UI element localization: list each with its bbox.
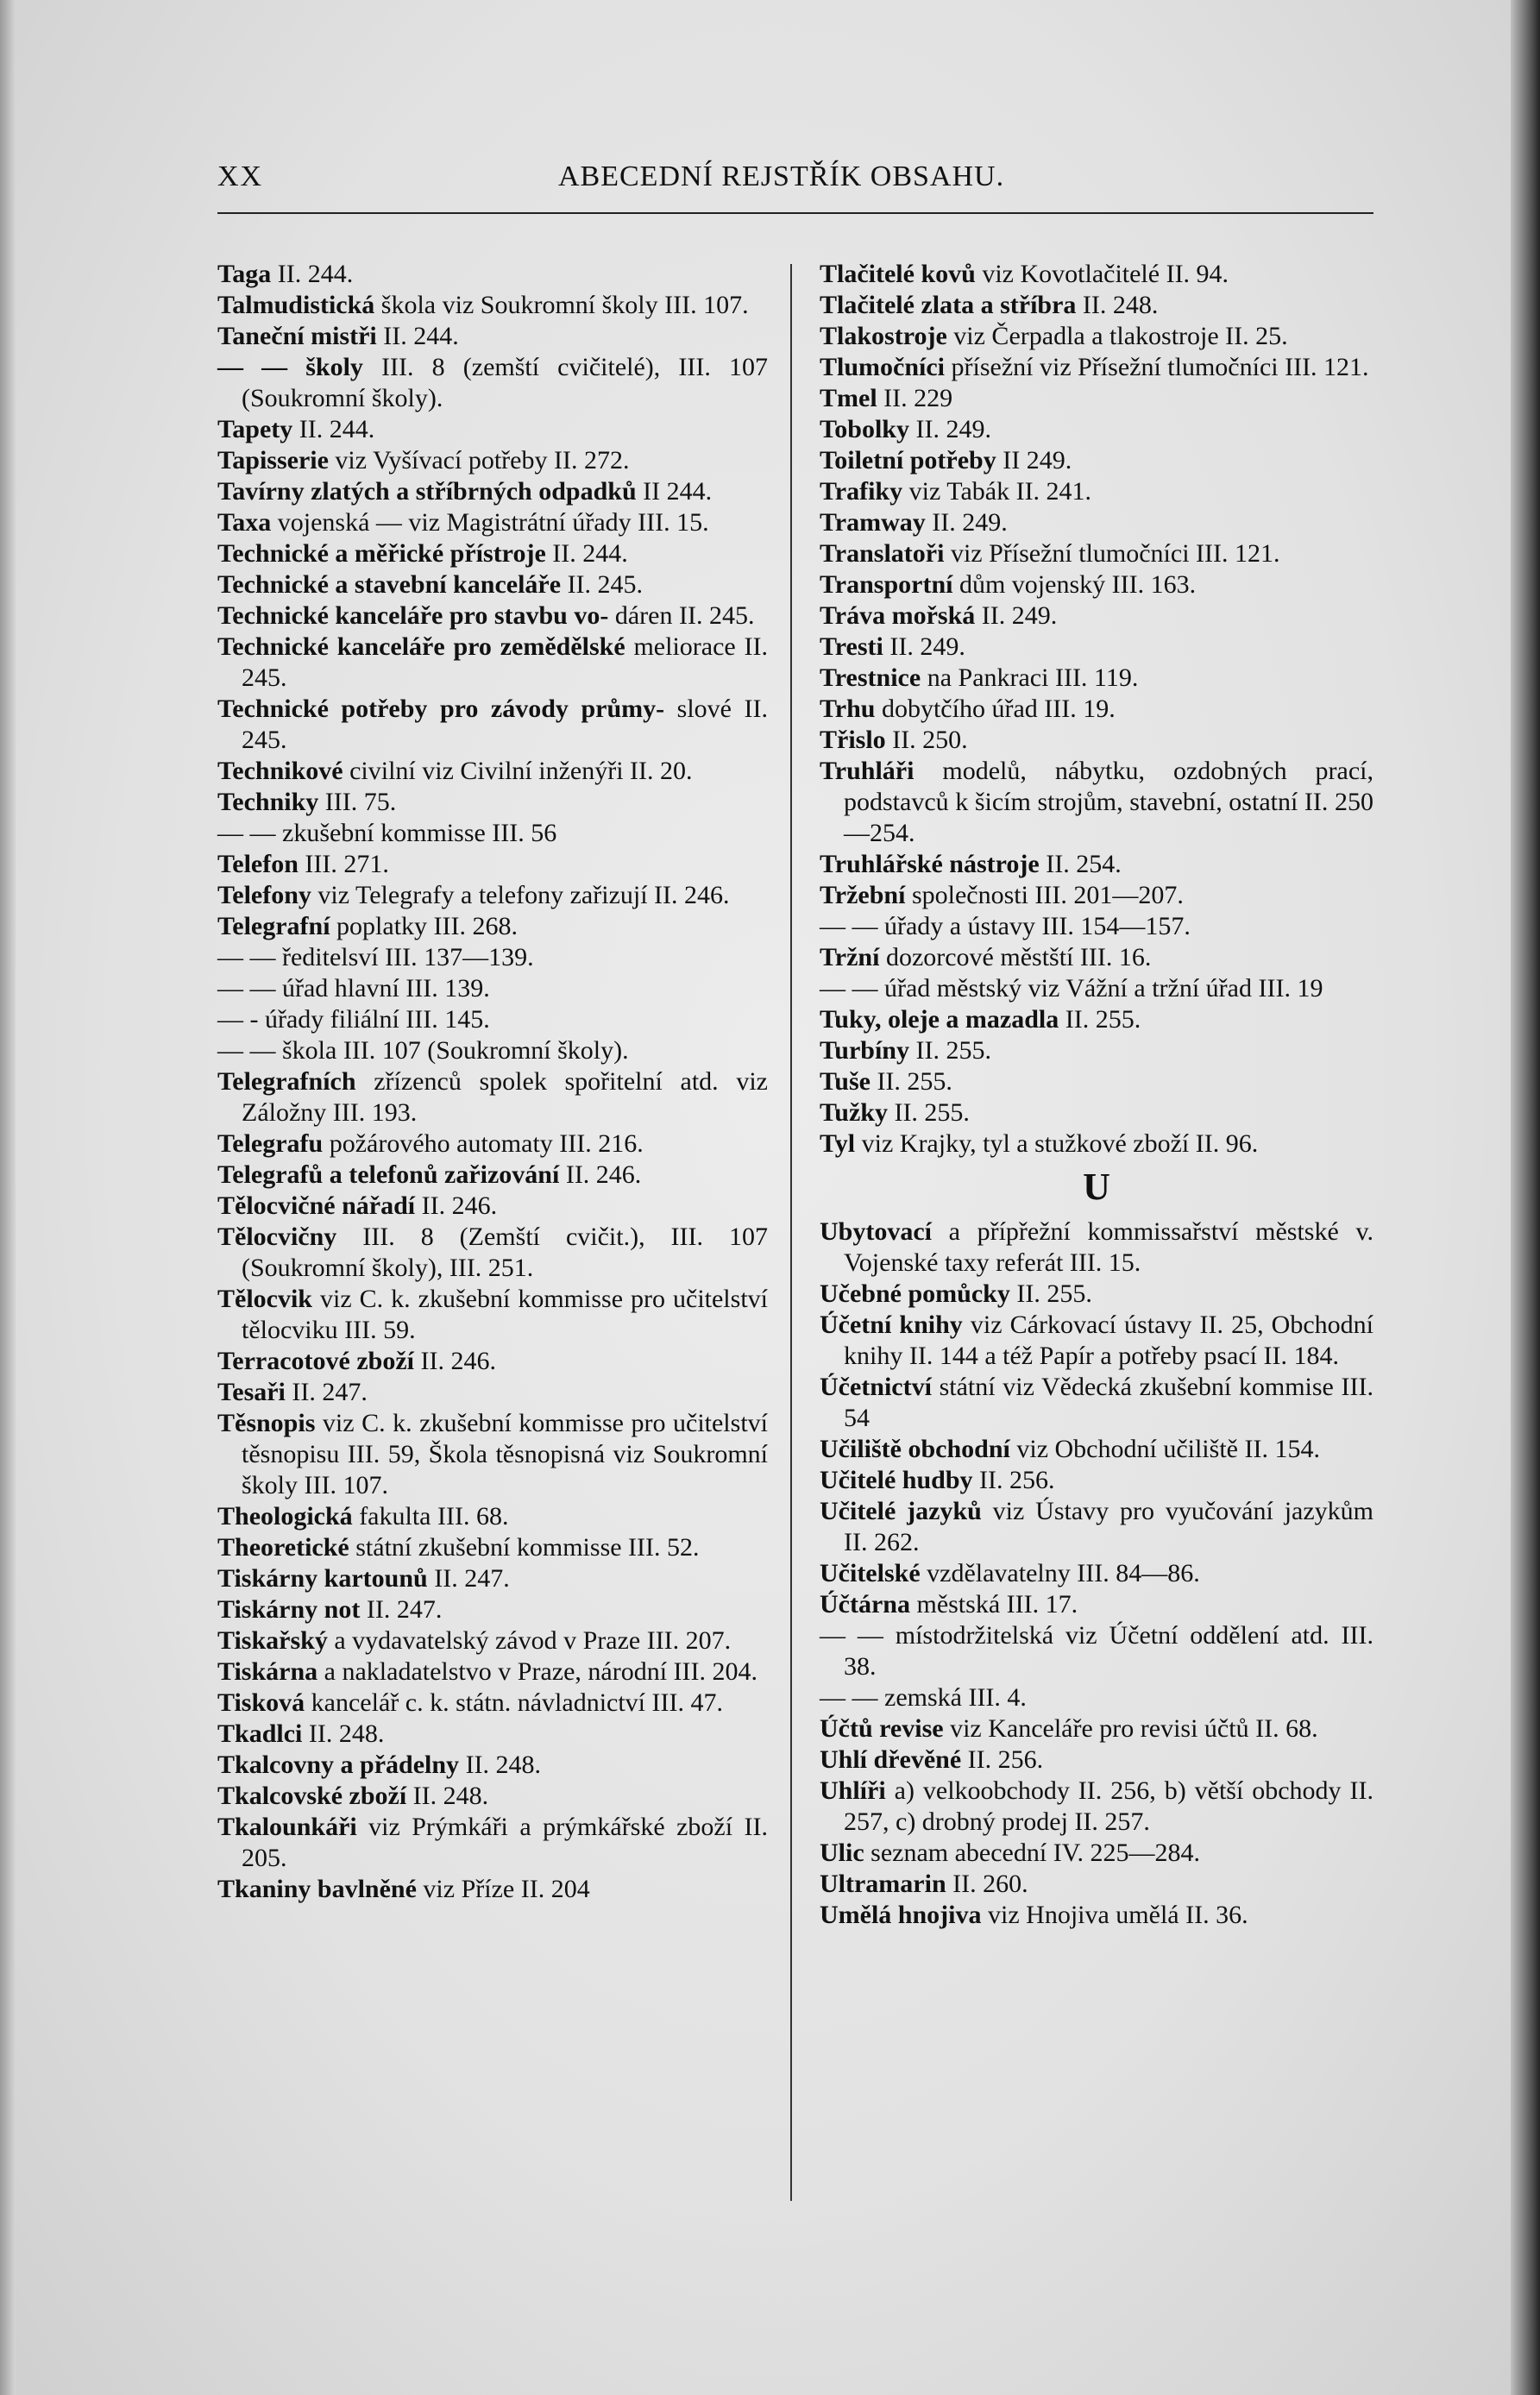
- entry-reference: viz Telegrafy a telefony zařizují II. 246.: [311, 881, 730, 909]
- entry-reference: a) velkoobchody II. 256, b) větší obchody II. 257, c) drobný prodej II. 257.: [844, 1776, 1373, 1836]
- entry-heading: Tkalounkáři: [217, 1813, 357, 1841]
- index-entry: [820, 1496, 1373, 1558]
- entry-heading: Theologická: [217, 1502, 353, 1531]
- entry-heading: Technické a stavební kanceláře: [217, 570, 562, 599]
- entry-heading: Trhu: [820, 695, 876, 723]
- entry-heading: Tuše: [820, 1067, 871, 1096]
- entry-reference: III. 271.: [298, 850, 389, 878]
- entry-reference: II. 249.: [975, 601, 1058, 630]
- index-entry: [820, 1216, 1373, 1279]
- entry-heading: Tyl: [820, 1129, 856, 1158]
- index-entry: [217, 632, 768, 694]
- index-entry: [217, 1656, 768, 1688]
- entry-heading: Uhlíři: [820, 1776, 886, 1805]
- entry-reference: II. 246.: [559, 1160, 642, 1189]
- entry-heading: Taxa: [217, 508, 272, 537]
- running-title: ABECEDNÍ REJSTŘÍK OBSAHU.: [558, 160, 1005, 192]
- entry-reference: přísežní viz Přísežní tlumočníci III. 121.: [945, 353, 1369, 381]
- entry-reference: II. 256.: [972, 1466, 1055, 1494]
- entry-reference: II. 229: [877, 384, 953, 412]
- entry-heading: Translatoři: [820, 539, 945, 568]
- entry-heading: Telegrafů a telefonů zařizování: [217, 1160, 560, 1189]
- entry-reference: II. 248.: [1076, 291, 1159, 319]
- index-entry: [217, 1066, 768, 1128]
- entry-reference: — — zemská III. 4.: [820, 1683, 1027, 1712]
- index-entry: [820, 849, 1373, 880]
- entry-heading: Tiskařský: [217, 1626, 328, 1655]
- index-entry: [820, 1035, 1373, 1066]
- entry-heading: Tkalcovny a přádelny: [217, 1751, 460, 1779]
- entry-heading: Třislo: [820, 726, 886, 754]
- entry-heading: Technické kanceláře pro stavbu vo-: [217, 601, 609, 630]
- index-entry: [820, 973, 1373, 1004]
- entry-reference: II. 246.: [413, 1347, 496, 1375]
- entry-reference: II 249.: [996, 446, 1072, 475]
- entry-heading: Účetnictví: [820, 1373, 932, 1401]
- entry-heading: Ultramarin: [820, 1870, 946, 1898]
- entry-heading: Tráva mořská: [820, 601, 976, 630]
- entry-reference: viz Obchodní učiliště II. 154.: [1009, 1435, 1320, 1463]
- index-entry: [820, 1066, 1373, 1097]
- index-entry: [820, 725, 1373, 756]
- entry-reference: II. 249.: [908, 415, 991, 443]
- entry-heading: Tužky: [820, 1098, 888, 1127]
- entry-heading: Tapisserie: [217, 446, 329, 475]
- index-entry: [217, 756, 768, 787]
- entry-heading: Tlakostroje: [820, 322, 947, 350]
- entry-heading: Tapety: [217, 415, 293, 443]
- index-entry: [217, 352, 768, 414]
- index-entry: [217, 1750, 768, 1781]
- index-entry: [217, 1501, 768, 1532]
- entry-heading: Truhlářské nástroje: [820, 850, 1040, 878]
- entry-reference: — — úřad hlavní III. 139.: [217, 974, 490, 1003]
- entry-reference: II. 246.: [415, 1191, 498, 1220]
- index-entry: [217, 538, 768, 569]
- entry-reference: II. 244.: [271, 260, 354, 288]
- entry-reference: viz C. k. zkušební kommisse pro učitelství těsnopisu III. 59, Škola těsnopisná viz Soukromní školy III. 107.: [242, 1409, 768, 1499]
- entry-heading: Tkalcovské zboží: [217, 1782, 407, 1810]
- entry-heading: Tiskárny kartounů: [217, 1564, 428, 1593]
- index-entry: [217, 1874, 768, 1905]
- entry-heading: Tlačitelé kovů: [820, 260, 976, 288]
- entry-heading: Tělocvičny: [217, 1223, 337, 1251]
- entry-heading: Ubytovací: [820, 1217, 932, 1246]
- entry-heading: Toiletní potřeby: [820, 446, 996, 475]
- index-entry: [820, 1682, 1373, 1713]
- index-entry: [820, 414, 1373, 445]
- entry-reference: městská III. 17.: [909, 1590, 1078, 1619]
- index-entry: [217, 290, 768, 321]
- entry-reference: dobytčího úřad III. 19.: [875, 695, 1116, 723]
- index-entry: [820, 1589, 1373, 1620]
- entry-heading: Tlumočníci: [820, 353, 946, 381]
- index-entry: [820, 1465, 1373, 1496]
- entry-reference: II. 248.: [302, 1719, 385, 1748]
- index-entry: [217, 1004, 768, 1035]
- entry-reference: II. 249.: [883, 632, 965, 661]
- entry-reference: II. 255.: [1009, 1279, 1092, 1308]
- entry-heading: Tlačitelé zlata a stříbra: [820, 291, 1077, 319]
- entry-reference: na Pankraci III. 119.: [921, 663, 1139, 692]
- index-entry: [217, 1719, 768, 1750]
- right-column-u-entries: [820, 1216, 1373, 1931]
- index-entry: [820, 1097, 1373, 1128]
- index-entry: [820, 1776, 1373, 1838]
- left-column: [217, 259, 768, 1905]
- index-entry: [217, 1812, 768, 1874]
- page-right-edge-shadow: [1511, 0, 1540, 2395]
- index-entry: [820, 1310, 1373, 1372]
- entry-heading: Učitelé jazyků: [820, 1497, 982, 1525]
- entry-reference: II. 254.: [1039, 850, 1122, 878]
- entry-reference: II. 247.: [360, 1595, 443, 1624]
- index-entry: [217, 1408, 768, 1501]
- index-entry: [820, 1744, 1373, 1776]
- index-entry: [217, 1563, 768, 1594]
- index-entry: [820, 321, 1373, 352]
- entry-heading: Učitelské: [820, 1559, 921, 1587]
- entry-heading: Tkadlci: [217, 1719, 303, 1748]
- entry-reference: meliorace II. 245.: [242, 632, 768, 692]
- entry-reference: viz C. k. zkušební kommisse pro učitelství tělocviku III. 59.: [242, 1285, 768, 1344]
- index-entry: [217, 818, 768, 849]
- index-entry: [217, 445, 768, 476]
- index-entry: [217, 1191, 768, 1222]
- index-entry: [217, 1532, 768, 1563]
- entry-reference: a nakladatelstvo v Praze, národní III. 204.: [317, 1657, 757, 1686]
- index-entry: [217, 1284, 768, 1346]
- entry-heading: Terracotové zboží: [217, 1347, 414, 1375]
- entry-heading: Technické potřeby pro závody průmy-: [217, 695, 665, 723]
- index-entry: [820, 1900, 1373, 1931]
- entry-reference: II. 250.: [885, 726, 968, 754]
- entry-reference: zřízenců spolek spořitelní atd. viz Záložny III. 193.: [242, 1067, 768, 1127]
- index-entry: [820, 1558, 1373, 1589]
- index-entry: [820, 942, 1373, 973]
- page-left-edge: [0, 0, 16, 2395]
- index-entry: [820, 1279, 1373, 1310]
- index-entry: [217, 973, 768, 1004]
- entry-reference: II. 244.: [545, 539, 628, 568]
- right-column-t-entries: [820, 259, 1373, 1160]
- entry-heading: Ulic: [820, 1839, 864, 1867]
- entry-reference: státní viz Vědecká zkušební kommise III. 54: [844, 1373, 1373, 1432]
- entry-reference: dům vojenský III. 163.: [952, 570, 1197, 599]
- index-entry: [217, 1594, 768, 1625]
- entry-reference: II. 260.: [946, 1870, 1028, 1898]
- index-entry: [820, 352, 1373, 383]
- entry-heading: Truhláři: [820, 757, 915, 785]
- page-number: XX: [217, 160, 264, 192]
- entry-heading: Telegrafních: [217, 1067, 356, 1096]
- entry-heading: Tuky, oleje a mazadla: [820, 1005, 1059, 1034]
- entry-reference: II. 249.: [925, 508, 1008, 537]
- index-entry: [820, 1128, 1373, 1160]
- index-entry: [820, 694, 1373, 725]
- entry-heading: Taga: [217, 260, 272, 288]
- entry-reference: požárového automaty III. 216.: [323, 1129, 644, 1158]
- entry-reference: — — zkušební kommisse III. 56: [217, 819, 557, 847]
- entry-reference: II. 255.: [870, 1067, 952, 1096]
- index-entry: [217, 321, 768, 352]
- entry-reference: vzdělavatelny III. 84—86.: [920, 1559, 1200, 1587]
- entry-heading: Tržní: [820, 943, 880, 971]
- entry-reference: státní zkušební kommisse III. 52.: [349, 1533, 700, 1562]
- entry-reference: viz Kovotlačitelé II. 94.: [975, 260, 1229, 288]
- index-entry: [820, 1004, 1373, 1035]
- entry-reference: II. 255.: [887, 1098, 970, 1127]
- index-entry: [820, 911, 1373, 942]
- entry-reference: II. 245.: [561, 570, 644, 599]
- entry-reference: II. 244.: [376, 322, 459, 350]
- entry-reference: viz Hnojiva umělá II. 36.: [981, 1901, 1248, 1929]
- entry-reference: poplatky III. 268.: [330, 912, 519, 940]
- index-entry: [820, 1620, 1373, 1682]
- entry-heading: Účtárna: [820, 1590, 910, 1619]
- entry-reference: viz Přísežní tlumočníci III. 121.: [944, 539, 1280, 568]
- index-entry: [820, 1838, 1373, 1869]
- entry-reference: II. 247.: [427, 1564, 510, 1593]
- index-entry: [820, 600, 1373, 632]
- entry-reference: II. 255.: [1059, 1005, 1141, 1034]
- entry-heading: Technikové: [217, 757, 343, 785]
- index-entry: [217, 1160, 768, 1191]
- index-entry: [217, 1035, 768, 1066]
- entry-heading: Tkaniny bavlněné: [217, 1875, 417, 1903]
- index-entry: [820, 538, 1373, 569]
- entry-heading: Těsnopis: [217, 1409, 316, 1437]
- entry-heading: Tesaři: [217, 1378, 286, 1406]
- entry-reference: — — místodržitelská viz Účetní oddělení atd. III. 38.: [820, 1621, 1373, 1681]
- entry-heading: Telegrafní: [217, 912, 330, 940]
- header-rule: [217, 212, 1373, 214]
- index-entry: [217, 507, 768, 538]
- index-entry: [820, 290, 1373, 321]
- entry-heading: Účetní knihy: [820, 1311, 963, 1339]
- index-entry: [820, 445, 1373, 476]
- entry-heading: Učiliště obchodní: [820, 1435, 1010, 1463]
- entry-reference: viz Krajky, tyl a stužkové zboží II. 96.: [855, 1129, 1259, 1158]
- index-entry: [820, 632, 1373, 663]
- entry-heading: Telegrafu: [217, 1129, 324, 1158]
- entry-reference: civilní viz Civilní inženýři II. 20.: [343, 757, 693, 785]
- entry-heading: — — školy: [217, 353, 363, 381]
- index-entry: [217, 1346, 768, 1377]
- entry-reference: viz Prýmkáři a prýmkářské zboží II. 205.: [242, 1813, 768, 1872]
- entry-reference: II. 247.: [285, 1378, 368, 1406]
- index-entry: [820, 663, 1373, 694]
- entry-reference: vojenská — viz Magistrátní úřady III. 15.: [271, 508, 709, 537]
- index-entry: [217, 569, 768, 600]
- entry-reference: — — úřad městský viz Vážní a tržní úřad III. 19: [820, 974, 1323, 1003]
- entry-heading: Trafiky: [820, 477, 903, 506]
- entry-heading: Tobolky: [820, 415, 909, 443]
- entry-reference: II 244.: [636, 477, 713, 506]
- entry-heading: Turbíny: [820, 1036, 909, 1065]
- entry-reference: viz Cárkovací ústavy II. 25, Obchodní knihy II. 144 a též Papír a potřeby psací II. 184.: [844, 1311, 1373, 1370]
- index-entry: [217, 880, 768, 911]
- index-entry: [217, 787, 768, 818]
- entry-reference: dáren II. 245.: [608, 601, 755, 630]
- column-divider: [790, 264, 792, 2201]
- entry-reference: — — škola III. 107 (Soukromní školy).: [217, 1036, 629, 1065]
- entry-reference: III. 8 (zemští cvičitelé), III. 107 (Soukromní školy).: [242, 353, 768, 412]
- index-entry: [820, 1434, 1373, 1465]
- entry-reference: II. 244.: [292, 415, 375, 443]
- index-entry: [820, 756, 1373, 849]
- index-entry: [820, 259, 1373, 290]
- entry-heading: Tělocvik: [217, 1285, 312, 1313]
- entry-reference: viz Vyšívací potřeby II. 272.: [328, 446, 630, 475]
- entry-reference: — - úřady filiální III. 145.: [217, 1005, 490, 1034]
- entry-reference: a přípřežní kommissařství městské v. Vojenské taxy referát III. 15.: [844, 1217, 1373, 1277]
- entry-heading: Učitelé hudby: [820, 1466, 973, 1494]
- index-entry: [217, 911, 768, 942]
- index-entry: [217, 600, 768, 632]
- entry-heading: Telefon: [217, 850, 299, 878]
- index-entry: [217, 942, 768, 973]
- entry-reference: II. 248.: [406, 1782, 489, 1810]
- entry-heading: Trestnice: [820, 663, 921, 692]
- entry-heading: Telefony: [217, 881, 311, 909]
- entry-heading: Transportní: [820, 570, 953, 599]
- index-entry: [217, 1688, 768, 1719]
- entry-heading: Technické a měřické přístroje: [217, 539, 546, 568]
- index-entry: [217, 849, 768, 880]
- index-entry: [217, 259, 768, 290]
- entry-reference: — — ředitelsví III. 137—139.: [217, 943, 534, 971]
- entry-reference: viz Kanceláře pro revisi účtů II. 68.: [943, 1714, 1318, 1743]
- entry-reference: škola viz Soukromní školy III. 107.: [374, 291, 749, 319]
- index-entry: [217, 476, 768, 507]
- right-column: [820, 259, 1373, 1931]
- entry-heading: Tisková: [217, 1688, 305, 1717]
- entry-reference: seznam abecední IV. 225—284.: [864, 1839, 1200, 1867]
- entry-reference: III. 8 (Zemští cvičit.), III. 107 (Soukromní školy), III. 251.: [242, 1223, 768, 1282]
- entry-heading: Tmel: [820, 384, 877, 412]
- index-entry: [820, 569, 1373, 600]
- entry-heading: Tržební: [820, 881, 906, 909]
- entry-reference: slové II. 245.: [242, 695, 768, 754]
- entry-reference: dozorcové městští III. 16.: [879, 943, 1152, 971]
- entry-heading: Účtů revise: [820, 1714, 944, 1743]
- index-entry: [217, 1128, 768, 1160]
- entry-reference: — — úřady a ústavy III. 154—157.: [820, 912, 1191, 940]
- entry-heading: Uhlí dřevěné: [820, 1745, 962, 1774]
- index-entry: [217, 1625, 768, 1656]
- index-entry: [217, 414, 768, 445]
- entry-reference: kancelář c. k. státn. návladnictví III. 47.: [305, 1688, 723, 1717]
- index-entry: [820, 383, 1373, 414]
- index-entry: [217, 694, 768, 756]
- index-entry: [820, 507, 1373, 538]
- index-entry: [820, 880, 1373, 911]
- entry-heading: Umělá hnojiva: [820, 1901, 982, 1929]
- index-entry: [217, 1222, 768, 1284]
- entry-reference: viz Čerpadla a tlakostroje II. 25.: [946, 322, 1288, 350]
- entry-reference: II. 255.: [908, 1036, 991, 1065]
- entry-heading: Techniky: [217, 788, 319, 816]
- entry-heading: Technické kanceláře pro zemědělské: [217, 632, 625, 661]
- entry-heading: Tavírny zlatých a stříbrných odpadků: [217, 477, 637, 506]
- page-header: [217, 160, 1373, 204]
- entry-reference: II. 256.: [961, 1745, 1044, 1774]
- index-entry: [820, 1869, 1373, 1900]
- entry-heading: Tiskárny not: [217, 1595, 361, 1624]
- entry-reference: viz Ústavy pro vyučování jazykům II. 262.: [844, 1497, 1373, 1556]
- entry-heading: Tresti: [820, 632, 883, 661]
- entry-reference: a vydavatelský závod v Praze III. 207.: [327, 1626, 732, 1655]
- entry-reference: modelů, nábytku, ozdobných prací, podstavců k šicím strojům, stavební, ostatní II. 250—254.: [844, 757, 1373, 847]
- entry-reference: III. 75.: [318, 788, 397, 816]
- entry-heading: Učebné pomůcky: [820, 1279, 1010, 1308]
- entry-reference: viz Příze II. 204: [416, 1875, 590, 1903]
- entry-heading: Taneční mistři: [217, 322, 377, 350]
- entry-reference: fakulta III. 68.: [352, 1502, 509, 1531]
- entry-heading: Talmudistická: [217, 291, 375, 319]
- index-entry: [217, 1781, 768, 1812]
- entry-reference: společnosti III. 201—207.: [905, 881, 1184, 909]
- entry-heading: Tramway: [820, 508, 926, 537]
- entry-reference: viz Tabák II. 241.: [902, 477, 1092, 506]
- entry-heading: Tělocvičné nářadí: [217, 1191, 416, 1220]
- section-letter-u: U: [1083, 1166, 1110, 1208]
- index-entry: [820, 476, 1373, 507]
- index-entry: [820, 1713, 1373, 1744]
- index-entry: [820, 1372, 1373, 1434]
- entry-heading: Tiskárna: [217, 1657, 318, 1686]
- index-entry: [217, 1377, 768, 1408]
- entry-heading: Theoretické: [217, 1533, 349, 1562]
- entry-reference: II. 248.: [459, 1751, 542, 1779]
